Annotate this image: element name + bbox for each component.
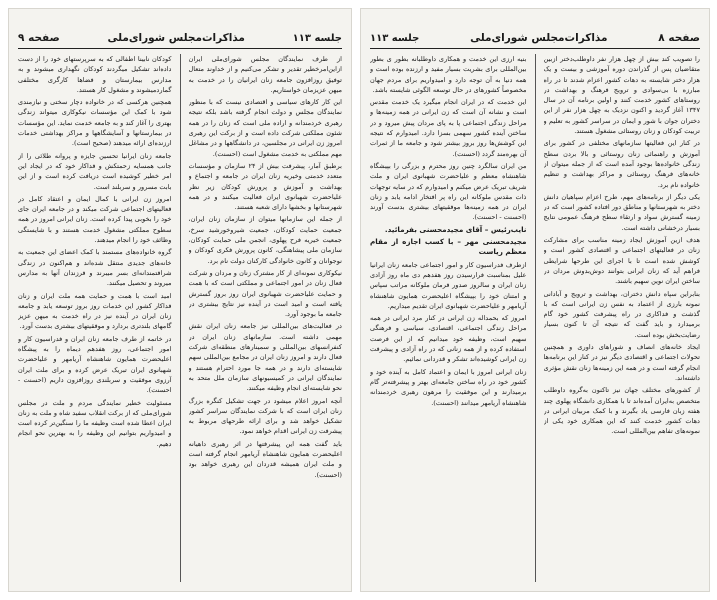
paragraph: کودکان نابینا اطفالی که به سرپرستهای خود را از دست داده‌اند تشکیل میگردند کودکان نگهداری میشوند و به مدارس بیمارستان و فضاها کارگری مختلفی گماردمیشوند و مشغول کار هستند. — [18, 55, 172, 94]
column-left — [370, 54, 527, 582]
paragraph: از جمله این سازمانها میتوان از سازمان زنان ایران، جمعیت حمایت کودکان، جمعیت شیروخورشید سرخ، جمعیت خیریه فرح پهلوی، انجمن ملی حمایت کودکان، سازمان ملی پیشاهنگی، کانون پرورش فکری کودکان و نوجوانان و کانون خانوادگی کارکنان دولت نام برد. — [188, 215, 342, 265]
paragraph: از طرف نمایندگان مجلس شورای‌ملی ایران ازاین‌امرخطیر تقدیر و تشکر می‌کنیم و از خداوند متعال توفیق روزافزون جامعه زنان ایرانیان را در خدمت به میهن عزیزمان خواستاریم. — [188, 55, 342, 94]
column-divider — [180, 54, 181, 582]
paragraph: زنان ایرانی امروز با ایمان و اعتماد کامل به آینده خود و کشور خود در راه ساختن جامعه‌ای بهتر و پیشرفته‌تر گام برمیدارند و این موفقیت را مرهون رهبری خردمندانه شاهنشاه آریامهر میدانند (احسنت). — [370, 367, 527, 407]
paragraph: امروز زن ایرانی با کمال ایمان و اعتقاد کامل در فعالیتهای اجتماعی شرکت میکند و در جامعه ایران جای خود را بخوبی پیدا کرده است. زنان ایرانی امروز در همه سطوح مملکتی مشغول خدمت هستند و با شایستگی وظائف خود را انجام میدهند. — [18, 194, 172, 245]
speaker-heading: نایب‌رئیس – آقای مجیدمحسنی بفرمائید. — [384, 224, 527, 234]
page-number: صفحه ۹ — [18, 32, 60, 44]
column-right — [189, 54, 343, 582]
speaker-heading: مجیدمحسنی مهر – با کسب اجازه از مقام معظم ریاست — [370, 237, 527, 257]
session-number: جلسه ۱۱۳ — [370, 32, 420, 44]
paragraph: بنیه ارزی این خدمت و همکاری داوطلبانه بطور ی بطور بین‌المللی برای بشریت بسیار مفید و ارزنده بوده است و همه دنیا به آن توجه دارد و امیدواریم برای مردم جهان مخصوصاً کشورهای در حال توسعه الگوئی شایسته باشد. — [370, 55, 527, 94]
paragraph: آنچه امروز اعلام میشود در جهت تشکیل کنگره بزرگ زنان ایران است که با شرکت نمایندگان سراسر کشور تشکیل خواهد شد و برای ارائه طرحهای مربوط به پیشرفت زن ایرانی اقدام خواهد نمود. — [188, 396, 342, 436]
paragraph: گروه خانواده‌های مستمند با کمک اعضای این جمعیت به خانه‌های جدیدی منتقل شده‌اند و هم‌اکنون در زندگی شرافتمندانه‌ای بسر میبرند و فرزندان آنها به مدارس میروند و تحصیل میکنند. — [18, 248, 172, 288]
column-right — [544, 54, 701, 582]
paragraph: مسئولیت خطیر نمایندگی مردم و ملت در مجلس شورای‌ملی که از برکت انقلاب سفید شاه و ملت به زنان ایران اعطا شده است وظیفه ما را سنگین‌تر کرده است و امیدواریم بتوانیم این وظیفه را به بهترین نحو انجام دهیم. — [18, 398, 172, 448]
text-columns — [370, 54, 700, 582]
paragraph: در کنار این فعالیتها سازمانهای مختلفی در کشور برای آموزش و راهنمائی زنان روستائی و بالا بردن سطح زندگی خانواده‌ها بوجود آمده است که از جمله میتوان از خانه‌های فرهنگ روستائی و مراکز بهداشت و تنظیم خانواده نام برد. — [543, 139, 700, 189]
paragraph: برطبق آمار، پیشرفت بیش از ۲۴ سازمان و مؤسسات متعدد خدمتی وخیریه زنان ایران در جامعه و اجتماع و بهداشت و آموزش و پرورش کودکان زیر نظر علیاحضرت شهبانوی ایران فعالیت میکنند و در همه شهرستانها و بخشها دارای شعبه هستند. — [188, 161, 342, 212]
page-gutter — [352, 0, 360, 600]
journal-title: مذاکرات‌مجلس شورای‌ملی — [107, 32, 245, 44]
left-page — [8, 8, 352, 592]
right-page — [360, 8, 710, 592]
paragraph: یکی دیگر از برنامه‌های مهم، طرح اعزام سپاهیان دانش دختر به شهرستانها و مناطق دور افتاده کشور است که در زمینه گسترش سواد و ارتقاء سطح فرهنگ عمومی نتایج بسیار درخشانی داشته است. — [543, 192, 700, 232]
text-columns — [18, 54, 342, 582]
paragraph: باید گفت همه این پیشرفتها در اثر رهبری داهیانه اعلیحضرت همایون شاهنشاه آریامهر انجام گرفته است و ملت ایران همیشه قدردان این رهبری خواهد بود (احسنت). — [188, 439, 342, 479]
page-header — [18, 28, 342, 49]
paragraph: این خدمت که در ایران انجام میگیرد یک خدمت مقدس است و نشانه آن است که زن ایرانی در همه زمینه‌ها و مراحل زندگی اجتماعی پا به پای مردان پیش میرود و در ساختن آینده کشور سهمی بسزا دارد. امیدوارم که نتیجه این کوشش‌ها روز بروز بیشتر شود و جامعه ما از ثمرات آن بهره‌مند گردد (احسنت). — [370, 98, 527, 158]
page-header — [370, 28, 700, 49]
paragraph: از کشورهای مختلف جهان نیز تاکنون به‌گروه داوطلب متخصص به‌ایران آمده‌اند تا با همکاری دانشگاه پهلوی چند هفته زبان فارسی یاد بگیرند و با کمک مربیان ایرانی در دهات کشور خدمت کنند که این همکاری خود یکی از نمونه‌های تفاهم بین‌المللی است. — [543, 386, 700, 436]
paragraph: جامعه زنان ایرانیا تحسین جایزه و پروانه طلائی را از جانب همسایه زحمتکش و فداکار خود که در ایجاد این امر خطیر کوشیده است دریافت کرده است و از این بابت مسرور و سربلند است. — [18, 151, 172, 191]
column-left — [18, 54, 172, 582]
paragraph: هدف ازین آموزش ایجاد زمینه مناسب برای مشارکت زنان در فعالیتهای اجتماعی و اقتصادی کشور است و کوشش شده است تا با اجرای این طرحها شرایطی فراهم آید که زنان ایرانی بتوانند دوش‌بدوش مردان در ساختن ایران نوین سهیم باشند. — [543, 236, 700, 286]
column-divider — [535, 54, 536, 582]
paragraph: همچنین هرکسی که در خانواده دچار سختی و نیازمندی شود با کمک این مؤسسات نیکوکاری میتواند زندگی بهتری را آغاز کند و به جامعه خدمت نماید. این مؤسسات در بیمارستانها و آسایشگاهها و مراکز بهداشتی خدمات ارزنده‌ای ارائه میدهند (صحیح است). — [18, 98, 172, 148]
paragraph: من ایران سالگرد چنین روز محترم و بزرگی را بپیشگاه شاهنشاه معظم و علیاحضرت شهبانوی ایران و ملت شریف تبریک عرض میکنم و امیدوارم که در سایه توجهات ذات مقدس ملوکانه این راه پر افتخار ادامه یابد و زنان ایران در همه زمینه‌ها موفقیتهای بیشتری بدست آورند (احسنت - احسنت). — [370, 161, 527, 222]
session-number: جلسه ۱۱۳ — [292, 32, 342, 44]
paragraph: این کار کارهای سیاسی و اقتصادی نیست که با منظور نمایندگان مجلس و دولت انجام گرفته باشد بلکه نتیجه رهبری خردمندانه و اراده ملی است که زنان را در همه شئون مملکتی شرکت داده است و از برکت این رهبری امروز زن ایرانی در مجلسین، در دانشگاهها و در مشاغل مهم مملکتی به خدمت مشغول است (احسنت). — [188, 98, 342, 158]
paragraph: را تصویب کند بیش از چهل هزار نفر داوطلب‌دختر ازبین متقاضیان پس از گذراندن دوره آموزشی و بیست و یک هزار دختر شایسته به دهات کشور اعزام شدند تا در راه مبارزه با بی‌سوادی و ترویج فرهنگ و بهداشت در روستاهای کشور خدمت کنند و اولین برنامه آن در سال ۱۳۴۷ آغاز گردید و اکنون نزدیک به چهل هزار نفر از این دختران جوان با شور و ایمان در سراسر کشور به تعلیم و تربیت کودکان و زنان روستائی مشغول هستند. — [543, 55, 700, 136]
paragraph: بنابراین سپاه دانش دختران، بهداشت و ترویج و آبادانی نمونه بارزی از اعتماد به نفس زن ایرانی است که با گذشت و فداکاری در راه پیشرفت کشور خود گام برمیدارد و باید گفت که نتیجه آن تا کنون بسیار رضایت‌بخش بوده است. — [543, 289, 700, 339]
paragraph: در خاتمه از طرف جامعه زنان ایران و فدراسیون کار و امور اجتماعی، روز هفدهم دیماه را به پیشگاه اعلیحضرت همایون شاهنشاه آریامهر و علیاحضرت شهبانوی ایران تبریک عرض کرده و برای ملت ایران آرزوی موفقیت و سربلندی روزافزون داریم (احسنت - احسنت). — [18, 334, 172, 395]
paragraph: نیکوکاری نمونه‌ای از کار مشترک زنان و مردان و شرکت فعال زنان در امور اجتماعی و مملکتی است که با همت و حمایت علیاحضرت شهبانوی ایران روز بروز گسترش یافته است و امید است در آینده نیز نتایج بیشتری در جامعه ما بوجود آورد. — [188, 268, 342, 319]
paragraph: در فعالیت‌های بین‌المللی نیز جامعه زنان ایران نقش مهمی داشته است. سازمانهای زنان ایران در کنفرانسهای بین‌المللی و سمینارهای منطقه‌ای شرکت فعال دارند و امروز زنان ایران در مجامع بین‌المللی سهم شایسته‌ای دارند و در همه جا مورد احترام هستند و نمایندگان ایرانی در کمیسیونهای سازمان ملل متحد به نحو شایسته‌ای انجام وظیفه میکنند. — [188, 322, 342, 393]
paragraph: ایجاد خانه‌های انصاف و شوراهای داوری و همچنین تحولات اجتماعی و اقتصادی دیگر نیز در کنار این برنامه‌ها انجام گرفته است و در همه این زمینه‌ها زنان نقش مؤثری داشته‌اند. — [543, 343, 700, 382]
page-number: صفحه ۸ — [658, 32, 700, 44]
journal-title: مذاکرات‌مجلس شورای‌ملی — [470, 32, 608, 44]
paragraph: ازطرف فدراسیون کار و امور اجتماعی جامعه زنان ایرانیا علیل بمناسبت فرارسیدن روز هفدهم دی ماه روز آزادی زنان ایران و سالروز صدور فرمان ملوکانه مراتب سپاس و امتنان خود را بپیشگاه اعلیحضرت همایون شاهنشاه آریامهر و علیاحضرت شهبانوی ایران تقدیم میداریم. — [370, 260, 527, 310]
paragraph: امید است با همت و حمایت همه ملت ایران و زنان فداکار کشور این خدمات روز بروز توسعه یابد و جامعه زنان ایران در آینده نیز در راه خدمت به میهن عزیز گامهای بلندتری بردارد و موفقیتهای بیشتری بدست آورد. — [18, 291, 172, 331]
paragraph: امروز که بحمداله زن ایرانی در کنار مرد ایرانی در همه مراحل زندگی اجتماعی، اقتصادی، سیاسی و فرهنگی سهیم است، وظیفه خود میدانیم که از این فرصت استفاده کرده و از همه زنانی که در راه آزادی و پیشرفت زن ایرانی کوشیده‌اند تشکر و قدردانی نمائیم. — [370, 314, 527, 364]
